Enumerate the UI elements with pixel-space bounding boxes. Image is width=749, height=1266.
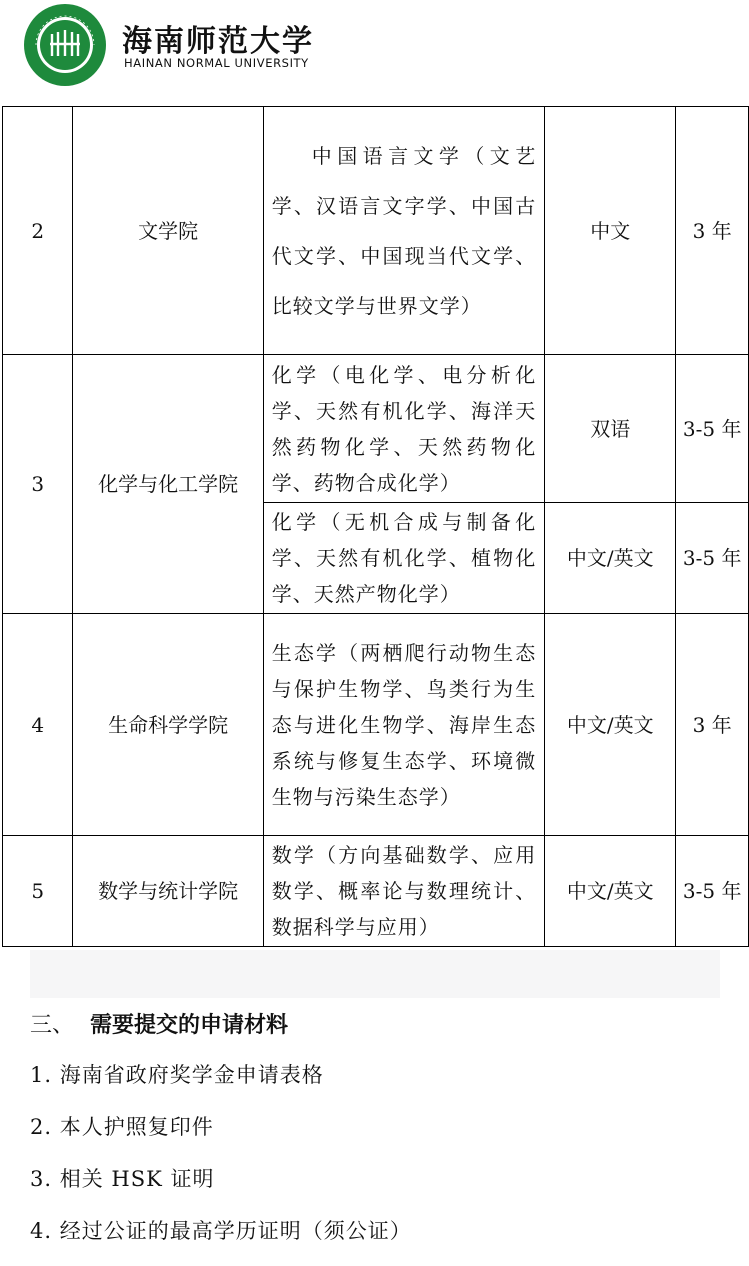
teaching-language: 中文 [545, 107, 676, 355]
row-number: 5 [3, 836, 73, 947]
page-header [22, 2, 422, 90]
study-duration: 3-5 年 [676, 836, 749, 947]
row-number: 2 [3, 107, 73, 355]
college-name: 文学院 [73, 107, 263, 355]
teaching-language: 双语 [545, 355, 676, 503]
table-row [3, 355, 749, 503]
major-description: 数学（方向基础数学、应用数学、概率论与数理统计、数据科学与应用） [263, 836, 544, 947]
major-description: 生态学（两栖爬行动物生态与保护生物学、鸟类行为生态与进化生物学、海岸生态系统与修复生态学、环境微生物与污染生态学） [263, 614, 544, 836]
major-description: 中国语言文学（文艺学、汉语言文字学、中国古代文学、中国现当代文学、比较文学与世界文学） [263, 107, 544, 355]
row-number: 3 [3, 355, 73, 614]
teaching-language: 中文/英文 [545, 503, 676, 614]
list-item: 4. 经过公证的最高学历证明（须公证） [30, 1219, 412, 1243]
university-name-en: HAINAN NORMAL UNIVERSITY [124, 56, 309, 70]
materials-list [30, 1058, 412, 1266]
table-row [3, 836, 749, 947]
list-item: 1. 海南省政府奖学金申请表格 [30, 1063, 324, 1087]
study-duration: 3-5 年 [676, 503, 749, 614]
college-name: 生命科学学院 [73, 614, 263, 836]
study-duration: 3 年 [676, 107, 749, 355]
row-number: 4 [3, 614, 73, 836]
separator-band [30, 950, 720, 998]
list-item: 3. 相关 HSK 证明 [30, 1167, 215, 1191]
study-duration: 3 年 [676, 614, 749, 836]
college-name: 数学与统计学院 [73, 836, 263, 947]
university-logo [22, 2, 108, 88]
section-title: 需要提交的申请材料 [90, 1012, 289, 1038]
teaching-language: 中文/英文 [545, 614, 676, 836]
college-name: 化学与化工学院 [73, 355, 263, 614]
section-heading [30, 1008, 288, 1043]
table-row [3, 107, 749, 355]
teaching-language: 中文/英文 [545, 836, 676, 947]
major-description: 化学（电化学、电分析化学、天然有机化学、海洋天然药物化学、天然药物化学、药物合成化学） [263, 355, 544, 503]
study-duration: 3-5 年 [676, 355, 749, 503]
section-number: 三、 [30, 1013, 75, 1038]
list-item: 2. 本人护照复印件 [30, 1115, 214, 1139]
university-name-cn: 海南师范大学 [122, 24, 314, 59]
table-row [3, 614, 749, 836]
major-description: 化学（无机合成与制备化学、天然有机化学、植物化学、天然产物化学） [263, 503, 544, 614]
programs-table [2, 106, 749, 947]
